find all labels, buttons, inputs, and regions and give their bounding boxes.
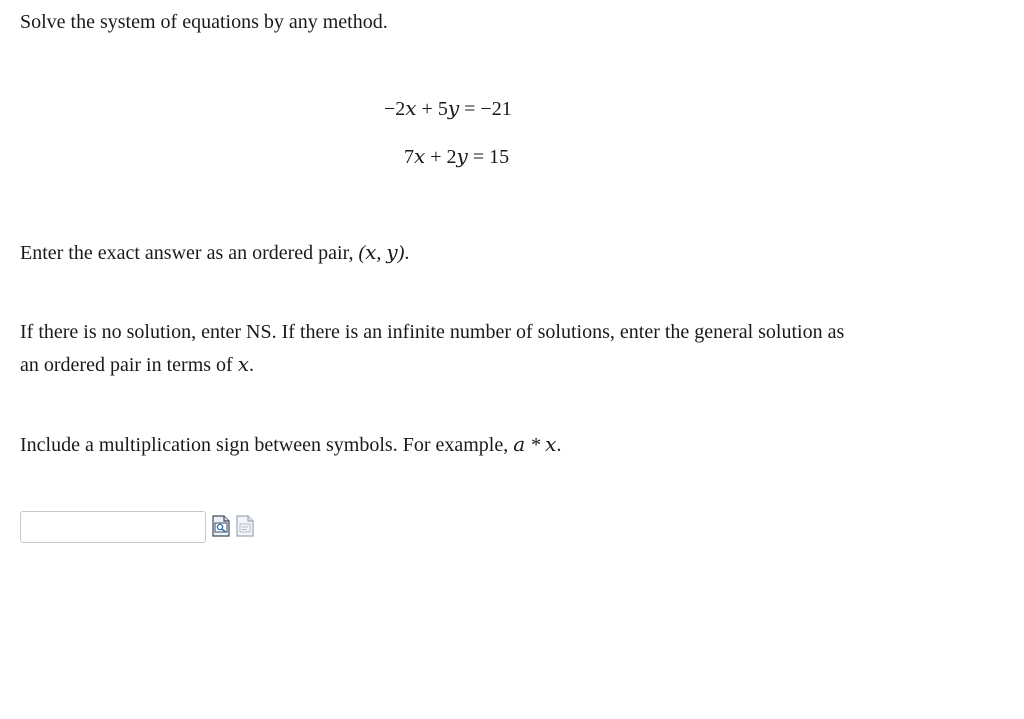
- no-solution-direction-line-1: [20, 321, 844, 344]
- equation-2-rhs: = 15: [472, 146, 510, 168]
- no-solution-text-2: an ordered pair in terms of: [20, 354, 238, 376]
- instruction-label: Solve the system of equations by any method.: [20, 11, 388, 33]
- ordered-pair-direction: [20, 240, 409, 265]
- preview-icon-graphic: [212, 515, 230, 537]
- help-document-icon-graphic: [236, 515, 254, 537]
- multiplication-end: .: [556, 434, 562, 456]
- equation-2: [404, 144, 509, 169]
- instruction-text: [20, 11, 388, 34]
- no-solution-end: .: [248, 354, 254, 376]
- ordered-pair-end: .: [404, 242, 410, 264]
- help-document-icon[interactable]: [236, 515, 254, 537]
- equation-1-lhs: −2𝑥 + 5𝑦: [384, 98, 460, 120]
- no-solution-direction-line-2: [20, 352, 254, 377]
- multiplication-example: 𝑎 * 𝑥: [513, 434, 557, 456]
- answer-input[interactable]: [20, 511, 206, 543]
- equation-1-rhs: = −21: [464, 98, 512, 120]
- ordered-pair-math: (𝑥, 𝑦): [358, 242, 405, 264]
- preview-icon[interactable]: [212, 515, 230, 537]
- ordered-pair-text: Enter the exact answer as an ordered pair,: [20, 242, 359, 264]
- no-solution-math: 𝑥: [237, 354, 249, 376]
- equation-2-lhs: 7𝑥 + 2𝑦: [404, 146, 468, 168]
- multiplication-text: Include a multiplication sign between symbols. For example,: [20, 434, 514, 456]
- equation-1: [384, 96, 512, 121]
- multiplication-direction: [20, 432, 561, 457]
- no-solution-text-1: If there is no solution, enter NS. If there is an infinite number of solutions, enter the general solution as: [20, 321, 845, 343]
